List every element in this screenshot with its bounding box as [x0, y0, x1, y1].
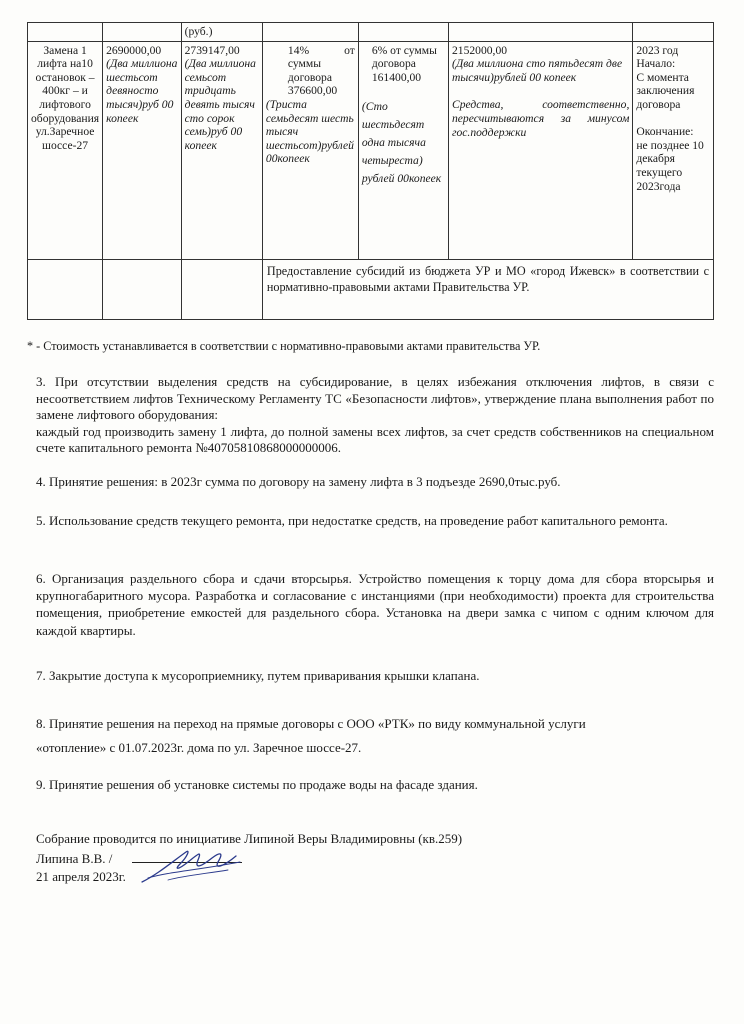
item-3-text: 3. При отсутствии выделения средств на субсидирование, в целях избежания отключения лифтов, в связи с несоответствием лифтов Техническому Регламенту ТС «Безопасности лифтов», утверждение плана выполнения работ по замене лифтового оборудования: — [36, 374, 714, 423]
contract-cost-cell — [181, 41, 262, 259]
unit-cell: (руб.) — [181, 23, 262, 42]
item-7: 7. Закрытие доступа к мусороприемнику, путем приваривания крышки клапана. — [36, 668, 480, 683]
term-cell: 2023 год Начало: С момента заключения договора Окончание: не позднее 10 декабря текущего 2023года — [633, 41, 714, 259]
table-row — [28, 41, 714, 259]
works-schedule-table — [27, 22, 714, 320]
item-5: 5. Использование средств текущего ремонта, при недостатке средств, на проведение работ капитального ремонта. — [36, 513, 668, 528]
owners-share-words: (Триста семьдесят шесть тысяч шестьсот)рублей 00копеек — [265, 97, 354, 166]
cost-words: (Два миллиона шестьсот девяносто тысяч)руб 00 копеек — [106, 57, 178, 125]
item-8 — [36, 712, 714, 760]
cost-digits: 2690000,00 — [106, 43, 162, 57]
owners-share-head: 14% от суммы договора 376600,00 — [287, 43, 355, 98]
mo-share-cell — [358, 41, 448, 259]
cost-cell — [103, 41, 182, 259]
item-8-text: 8. Принятие решения на переход на прямые договоры с ООО «РТК» по виду коммунальной услуги — [36, 716, 586, 731]
mo-share-words: (Сто шестьдесят одна тысяча четыреста) рублей 00копеек — [361, 100, 442, 186]
item-8-continuation: «отопление» с 01.07.2023г. дома по ул. Заречное шоссе-27. — [36, 740, 362, 755]
mo-share-head: 6% от суммы договора 161400,00 — [371, 43, 437, 84]
subsidy-words: (Два миллиона сто пятьдесят две тысячи)рублей 00 копеек — [451, 57, 623, 84]
contract-digits: 2739147,00 — [184, 43, 240, 57]
owners-share-cell — [262, 41, 358, 259]
item-4: 4. Принятие решения: в 2023г сумма по договору на замену лифта в 3 подъезде 2690,0тыс.руб. — [36, 474, 561, 489]
initiator-line: Собрание проводится по инициативе Липиной Веры Владимировны (кв.259) — [36, 831, 463, 846]
subsidy-digits: 2152000,00 — [451, 43, 508, 57]
state-subsidy-cell — [448, 41, 632, 259]
table-row — [28, 259, 714, 319]
item-6: 6. Организация раздельного сбора и сдачи вторсырья. Устройство помещения к торцу дома для сбора вторсырья и крупногабаритного мусора. Разработка и согласование с инстанциями (при необходимости) проекта для строительства помещения, приобретение емкостей для раздельного сбора. Установка на двери замка с чипом с одним ключом для каждой квартиры. — [36, 571, 714, 638]
table-row — [28, 23, 714, 42]
work-description-cell: Замена 1 лифта на10 остановок – 400кг – и лифтового оборудования ул.Заречное шоссе-27 — [28, 41, 103, 259]
item-3 — [36, 374, 714, 457]
footnote: * - Стоимость устанавливается в соответствии с нормативно-правовыми актами правительства УР. — [27, 339, 541, 353]
item-9: 9. Принятие решения об установке системы по продаже воды на фасаде здания. — [36, 777, 478, 792]
subsidy-source-cell: Предоставление субсидий из бюджета УР и МО «город Ижевск» в соответствии с нормативно-правовыми актами Правительства УР. — [262, 259, 713, 319]
signature-date: 21 апреля 2023г. — [36, 869, 126, 884]
signer-name: Липина В.В. / — [36, 851, 113, 866]
handwritten-signature — [128, 840, 248, 890]
contract-words: (Два миллиона семьсот тридцать девять тысяч сто сорок семь)руб 00 копеек — [184, 57, 256, 152]
subsidy-note: Средства, соответственно, пересчитываются за минусом гос.поддержки — [451, 98, 630, 139]
item-3-continuation: каждый год производить замену 1 лифта, до полной замены всех лифтов, за счет средств собственников на специальном счете капитального ремонта №40705810868000000006. — [36, 423, 714, 456]
